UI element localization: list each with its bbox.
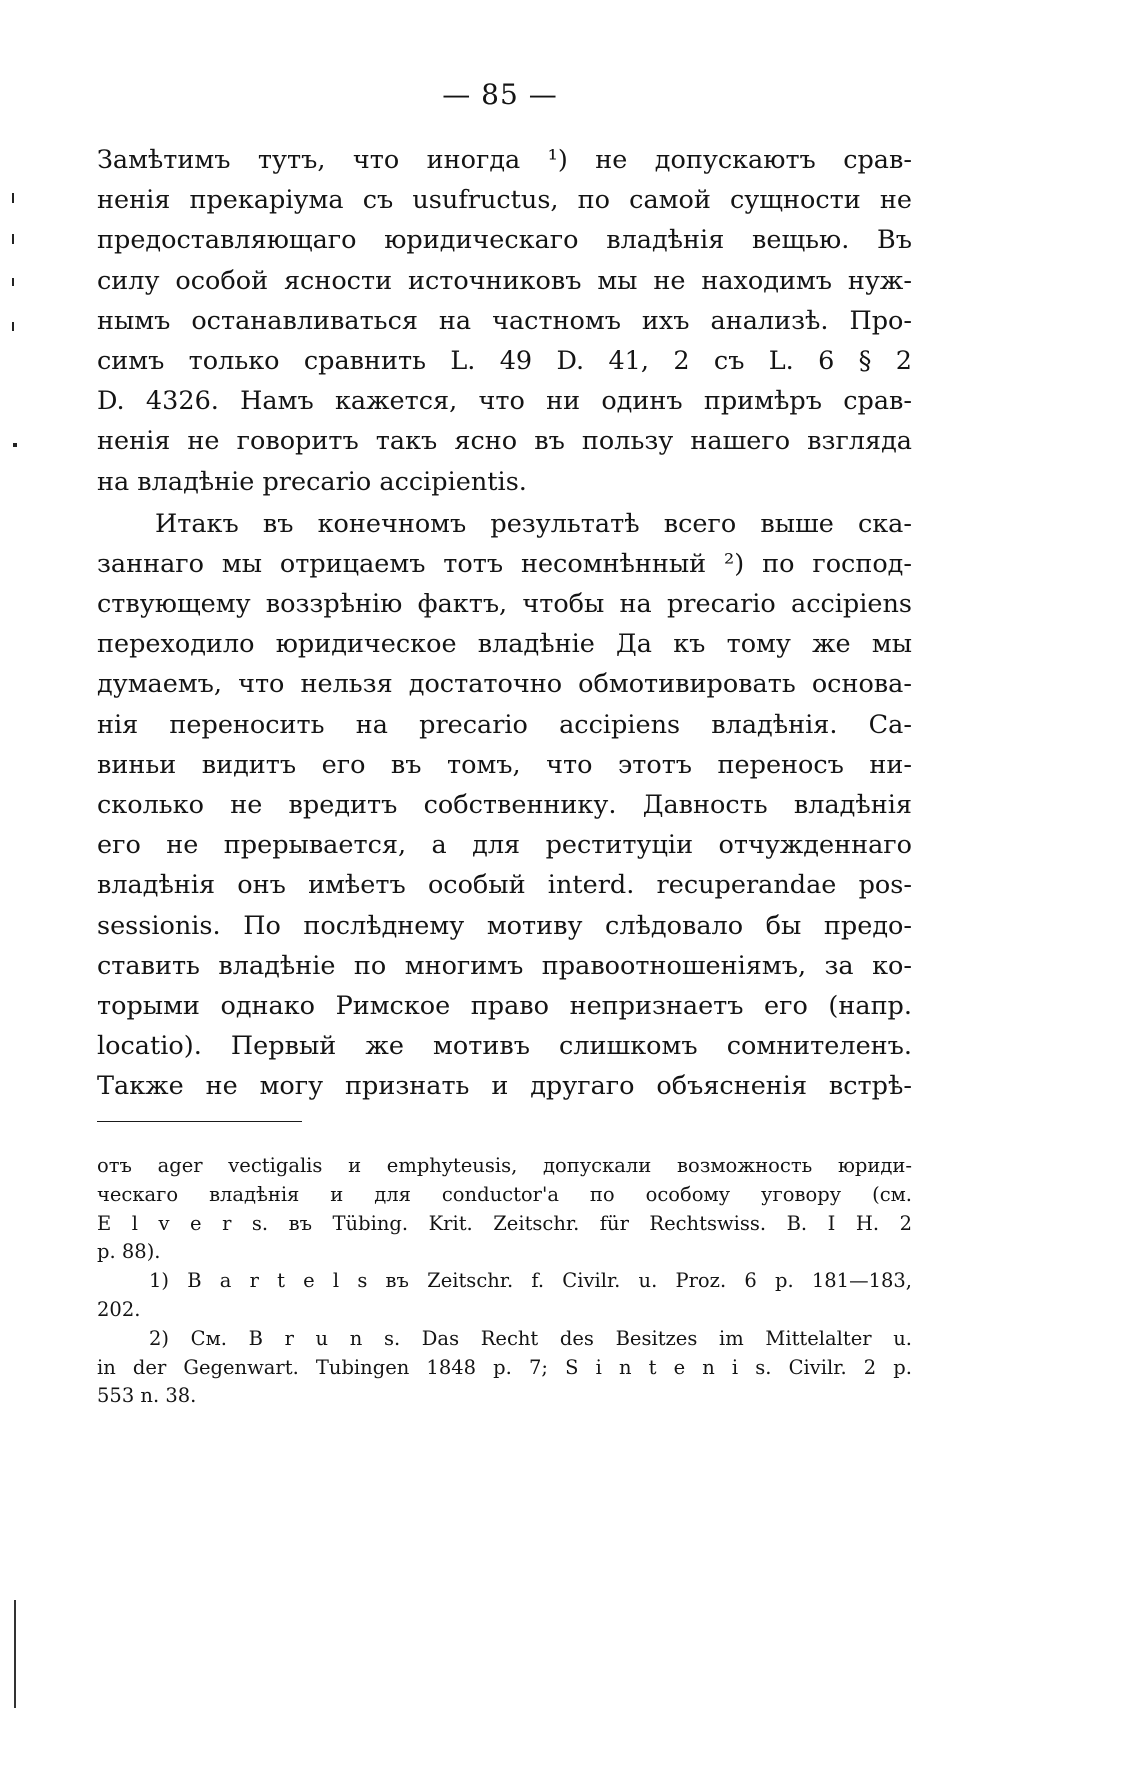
paragraph-2 [97,504,912,1107]
text-line: Итакъ въ конечномъ результатѣ всего выше ска- [155,508,912,539]
text-line: думаемъ, что нельзя достаточно обмотивировать основа- [97,669,912,700]
margin-speck [12,234,14,244]
scan-edge-line [14,1600,16,1708]
footnote-line: 1) B a r t e l s въ Zeitschr. f. Civilr. u. Proz. 6 p. 181—183, [149,1269,912,1293]
text-line: торыми однако Римское право непризнаетъ его (напр. [97,990,912,1021]
text-line: сколько не вредитъ собственнику. Давность владѣнія [97,790,912,820]
text-line: предоставляющаго юридическаго владѣнія вещью. Въ [97,225,912,256]
text-line: ненія не говоритъ такъ ясно въ пользу нашего взгляда [97,426,912,457]
text-line: силу особой ясности источниковъ мы не находимъ нуж- [97,265,912,296]
margin-speck [12,322,14,331]
text-line: ствующему воззрѣнію фактъ, чтобы на precario accipiens [97,589,912,620]
paragraph-1 [97,140,912,502]
text-line: ненія прекаріума съ usufructus, по самой сущности не [97,185,912,216]
footnote-line: 202. [97,1297,141,1321]
footnote-line: E l v e r s. въ Tübing. Krit. Zeitschr. für Rechtswiss. B. I H. 2 [97,1211,912,1235]
text-line: locatio). Первый же мотивъ слишкомъ сомнителенъ. [97,1031,912,1062]
footnote-1 [97,1267,912,1325]
footnote-line: отъ ager vectigalis и emphyteusis, допускали возможность юриди- [97,1154,912,1177]
text-line: Замѣтимъ тутъ, что иногда ¹) не допускаютъ срав- [97,145,912,175]
footnote-line: in der Gegenwart. Tubingen 1848 p. 7; S i n t e n i s. Civilr. 2 p. [97,1355,912,1379]
text-line: D. 4326. Намъ кажется, что ни одинъ примѣръ срав- [97,386,912,417]
footnotes [97,1152,912,1411]
text-line: виньи видитъ его въ томъ, что этотъ переносъ ни- [97,749,912,780]
text-line: на владѣніе precario accipientis. [97,466,527,497]
text-line: заннаго мы отрицаемъ тотъ несомнѣнный ²) по господ- [97,548,912,579]
footnote-line: 553 n. 38. [97,1384,197,1408]
text-line: ставить владѣніе по многимъ правоотношеніямъ, за ко- [97,950,912,981]
footnote-2 [97,1325,912,1411]
footnote-line: 2) См. B r u n s. Das Recht des Besitzes im Mittelalter u. [149,1326,912,1350]
text-line: владѣнія онъ имѣетъ особый interd. recuperandae pos- [97,870,912,901]
text-line: Также не могу признать и другаго объясненія встрѣ- [97,1071,912,1102]
margin-speck [12,278,14,286]
text-line: его не прерывается, а для реституціи отчужденнаго [97,830,912,861]
footnote-line: p. 88). [97,1240,161,1264]
page-number: — 85 — [442,78,558,111]
text-line: sessionis. По послѣднему мотиву слѣдовало бы предо- [97,910,912,941]
margin-speck [13,443,17,447]
text-line: нія переносить на precario accipiens владѣнія. Са- [97,709,912,740]
margin-speck [12,193,14,203]
footnote-continuation [97,1152,912,1267]
main-text [97,140,912,1107]
footnote-line: ческаго владѣнія и для conductor'а по особому уговору (см. [97,1182,912,1206]
text-line: нымъ останавливаться на частномъ ихъ анализѣ. Про- [97,305,912,336]
text-line: переходило юридическое владѣніе Да къ тому же мы [97,629,912,660]
footnote-divider [97,1121,302,1122]
text-line: симъ только сравнить L. 49 D. 41, 2 съ L. 6 § 2 [97,345,912,376]
